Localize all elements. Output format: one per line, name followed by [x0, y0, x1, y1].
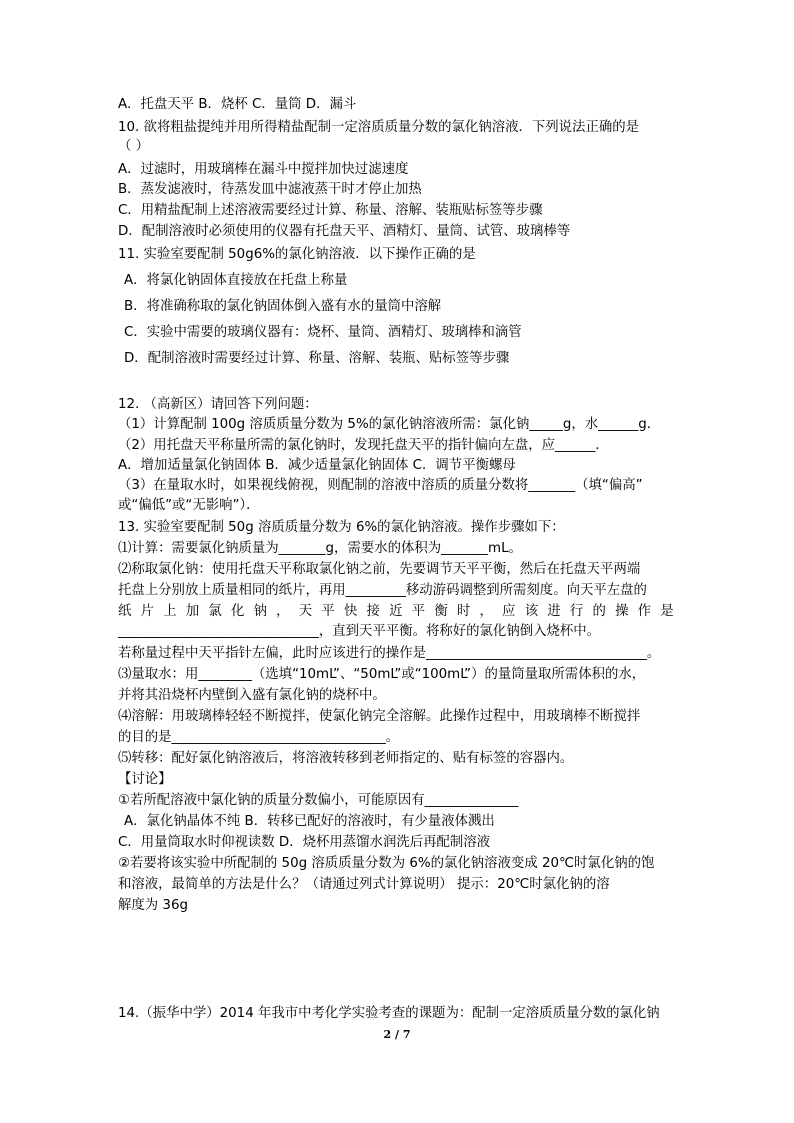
justified-char: 应: [502, 604, 516, 619]
discussion-q2: ②若要将该实验中所配制的 50g 溶质质量分数为 6%的氯化钠溶液变成 20℃时氯化钠的饱: [118, 856, 655, 871]
q14-stem: 14.（振华中学）2014 年我市中考化学实验考查的课题为：配制一定溶质质量分数的氯化钠: [118, 1006, 660, 1021]
q13-step4-cont: 的目的是________________________________。: [118, 730, 400, 745]
discussion-heading: 【讨论】: [118, 772, 172, 787]
q13-step4: ⑷溶解：用玻璃棒轻轻不断搅拌，使氯化钠完全溶解。此操作过程中，用玻璃棒不断搅拌: [118, 709, 641, 724]
q10-option-d: D．配制溶液时必须使用的仪器有托盘天平、酒精灯、量筒、试管、玻璃棒等: [118, 224, 571, 239]
justified-char: ，: [276, 604, 290, 619]
q12-part3: （3）在量取水时，如果视线俯视，则配制的溶液中溶质的质量分数将_______（填“偏高”: [118, 478, 643, 493]
justified-char: 加: [185, 604, 200, 619]
discussion-q2-cont: 和溶液，最简单的方法是什么？（请通过列式计算说明） 提示：20℃时氯化钠的溶: [118, 877, 610, 892]
discussion-q2-hint: 解度为 36g: [118, 898, 188, 913]
justified-char: 时: [456, 604, 471, 619]
q13-step2-blank: ______________________________，直到天平平衡。将称好的氯化钠倒入烧杯中。: [118, 624, 601, 639]
discussion-q1: ①若所配溶液中氯化钠的质量分数偏小，可能原因有______________: [118, 793, 519, 808]
justified-char: 作: [637, 604, 652, 619]
discussion-q1-options-cd: C．用量筒取水时仰视读数 D．烧杯用蒸馏水润洗后再配制溶液: [118, 835, 491, 850]
justified-char: ，: [479, 604, 493, 619]
q13-step5: ⑸转移：配好氯化钠溶液后，将溶液转移到老师指定的、贴有标签的容器内。: [118, 751, 574, 766]
justified-char: 该: [524, 604, 539, 619]
q12-part3-cont: 或“偏低”或“无影响”）．: [118, 498, 260, 513]
q10-option-b: B．蒸发滤液时，待蒸发皿中滤液蒸干时才停止加热: [118, 182, 422, 197]
q11-option-d: D．配制溶液时需要经过计算、称量、溶解、装瓶、贴标签等步骤: [124, 351, 510, 366]
q10-stem: 10. 欲将粗盐提纯并用所得精盐配制一定溶质质量分数的氯化钠溶液．下列说法正确的是: [118, 120, 640, 135]
q12-part2-options: A．增加适量氯化钠固体 B．减少适量氯化钠固体 C．调节平衡螺母: [118, 458, 516, 473]
justified-char: 是: [660, 604, 674, 619]
q13-step2: ⑵称取氯化钠：使用托盘天平称取氯化钠之前，先要调节天平平衡，然后在托盘天平两端: [118, 562, 641, 577]
justified-char: 化: [230, 604, 245, 619]
q13-step2-adjust: 若称量过程中天平指针左偏，此时应该进行的操作是_________________________________。: [118, 646, 661, 661]
justified-char: 行: [569, 604, 584, 619]
justified-char: 氯: [208, 604, 222, 619]
justified-char: 纸: [118, 604, 132, 619]
justified-char: 天: [298, 604, 313, 619]
discussion-q1-options-ab: A．氯化钠晶体不纯 B．转移已配好的溶液时，有少量液体溅出: [124, 814, 495, 829]
justified-text: [118, 603, 674, 621]
q11-option-b: B．将准确称取的氯化钠固体倒入盛有水的量筒中溶解: [124, 299, 442, 314]
justified-char: 接: [366, 604, 380, 619]
q11-option-c: C．实验中需要的玻璃仪器有：烧杯、量筒、酒精灯、玻璃棒和滴管: [124, 325, 522, 340]
q11-stem: 11. 实验室要配制 50g6%的氯化钠溶液．以下操作正确的是: [118, 247, 476, 262]
q12-part1: （1）计算配制 100g 溶质质量分数为 5%的氯化钠溶液所需：氯化钠_____g，水______g．: [118, 417, 661, 432]
q13-step1: ⑴计算：需要氯化钠质量为_______g，需要水的体积为_______mL。: [118, 541, 522, 556]
justified-char: 操: [615, 604, 629, 619]
q13-step2-justified: [118, 603, 674, 621]
justified-char: 片: [140, 604, 154, 619]
q13-step3-cont: 并将其沿烧杯内壁倒入盛有氯化钠的烧杯中。: [118, 688, 386, 703]
q13-step3: ⑶量取水：用________（选填“10mL”、“50mL”或“100mL”）的量筒量取所需体积的水，: [118, 667, 646, 682]
q10-option-c: C．用精盐配制上述溶液需要经过计算、称量、溶解、装瓶贴标签等步骤: [118, 203, 543, 218]
justified-char: 上: [163, 604, 177, 619]
justified-char: 钠: [253, 604, 267, 619]
justified-char: 快: [343, 604, 358, 619]
q10-blank: （ ）: [118, 139, 150, 154]
q11-option-a: A．将氯化钠固体直接放在托盘上称量: [124, 273, 348, 288]
q13-stem: 13. 实验室要配制 50g 溶质质量分数为 6%的氯化钠溶液。操作步骤如下：: [118, 520, 565, 535]
q10-option-a: A．过滤时，用玻璃棒在漏斗中搅拌加快过滤速度: [118, 162, 409, 177]
justified-char: 近: [389, 604, 403, 619]
page-number: 2 / 7: [383, 1028, 411, 1041]
justified-char: 的: [592, 604, 606, 619]
q12-part2: （2）用托盘天平称量所需的氯化钠时，发现托盘天平的指针偏向左盘，应______．: [118, 438, 609, 453]
justified-char: 平: [321, 604, 335, 619]
q12-stem: 12. （高新区）请回答下列问题：: [118, 397, 318, 412]
justified-char: 平: [411, 604, 426, 619]
justified-char: 衡: [434, 604, 448, 619]
q9-options: A．托盘天平 B．烧杯 C．量筒 D．漏斗: [118, 97, 357, 112]
q13-step2-cont: 托盘上分别放上质量相同的纸片，再用_________移动游码调整到所需刻度。向天平左盘的: [118, 583, 647, 598]
justified-char: 进: [547, 604, 561, 619]
